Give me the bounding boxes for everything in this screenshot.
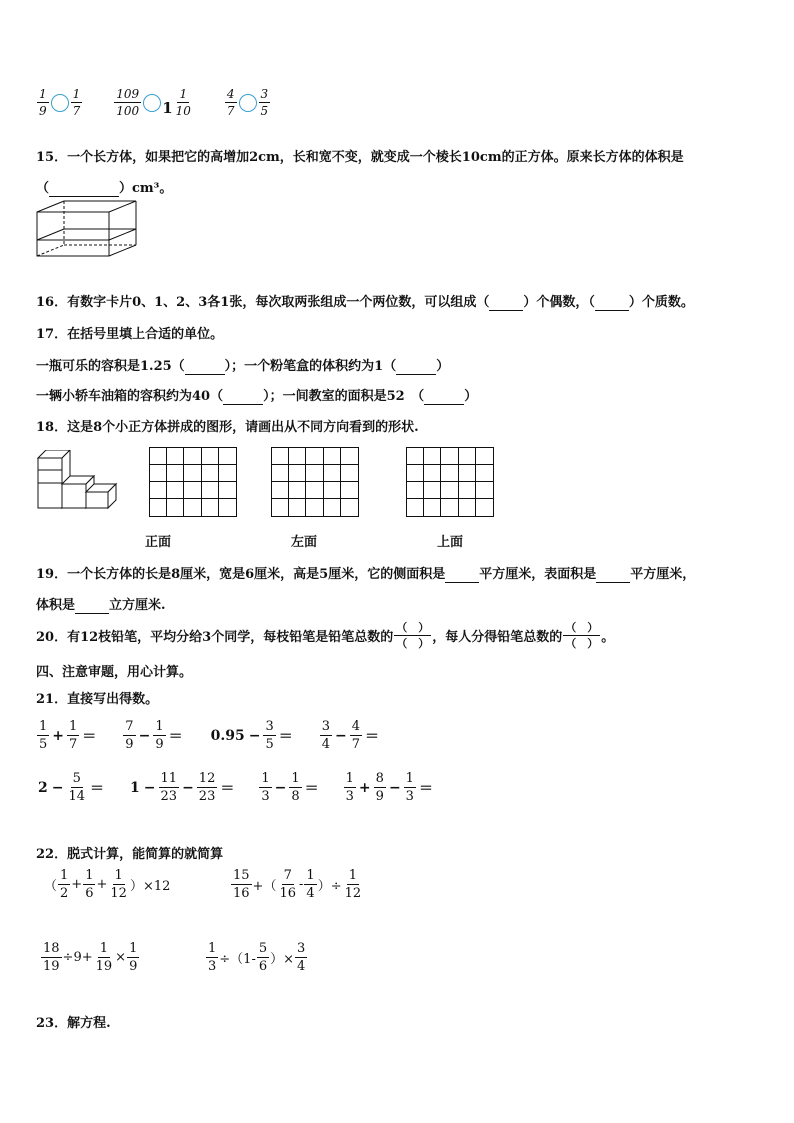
grid-cell[interactable] bbox=[324, 482, 341, 499]
fraction: $\frac{1}{6}$ bbox=[85, 868, 94, 901]
grid-cell[interactable] bbox=[202, 482, 219, 499]
grid-cell[interactable] bbox=[306, 499, 323, 516]
compare-item bbox=[36, 88, 83, 117]
grid-cell[interactable] bbox=[459, 499, 476, 516]
grid-cell[interactable] bbox=[219, 465, 236, 482]
answer-blank[interactable] bbox=[489, 295, 523, 311]
cuboid-figure bbox=[36, 200, 140, 258]
cube-stack-figure bbox=[36, 450, 118, 510]
question-17-line2: 一辆小轿车油箱的容积约为40（ ）；一间教室的面积是52 （ ） bbox=[36, 389, 478, 404]
fraction: $\frac{1}{3}$ bbox=[405, 771, 414, 804]
math-token: + bbox=[96, 877, 108, 892]
grid-cell[interactable] bbox=[289, 465, 306, 482]
math-token: + bbox=[358, 779, 371, 796]
calc-item bbox=[258, 772, 320, 803]
grid-cell[interactable] bbox=[424, 499, 441, 516]
fraction: $\frac{1}{3}$ bbox=[208, 941, 217, 974]
question-16: 16．有数字卡片0、1、2、3各1张，每次取两张组成一个两位数，可以组成（ ）个偶数，（ ）个质数。 bbox=[36, 295, 694, 310]
math-token: ＝ bbox=[220, 780, 235, 797]
grid-cell[interactable] bbox=[476, 465, 493, 482]
grid-cell[interactable] bbox=[219, 482, 236, 499]
grid-cell[interactable] bbox=[150, 482, 167, 499]
compare-row bbox=[36, 88, 271, 117]
fraction: $\frac{3}{5}$ bbox=[260, 87, 269, 118]
math-token: +（ bbox=[252, 879, 277, 894]
fraction: $\frac{1}{2}$ bbox=[60, 868, 69, 901]
fraction: $\frac{18}{19}$ bbox=[43, 941, 60, 974]
grid-cell[interactable] bbox=[150, 465, 167, 482]
compare-item bbox=[224, 88, 271, 117]
fraction: $\frac{109}{100}$ bbox=[116, 87, 140, 118]
grid-cell[interactable] bbox=[424, 448, 441, 465]
grid-left[interactable] bbox=[271, 447, 359, 517]
expression-4 bbox=[205, 942, 308, 973]
math-token: - bbox=[299, 877, 304, 892]
fraction: $\frac{1}{12}$ bbox=[110, 868, 127, 901]
question-20: 20．有12枝铅笔，平均分给3个同学，每枝铅笔是铅笔总数的 $\frac{( )}{( )}$ ，每人分得铅笔总数的 $\frac{( )}{( )}$ 。 bbox=[36, 621, 615, 650]
math-token: ÷（1- bbox=[219, 952, 256, 967]
question-21-title: 21．直接写出得数。 bbox=[36, 692, 159, 707]
expression-3 bbox=[40, 942, 140, 973]
fraction: $\frac{1}{10}$ bbox=[175, 87, 191, 118]
grid-cell[interactable] bbox=[184, 482, 201, 499]
fraction: $\frac{1}{8}$ bbox=[291, 771, 300, 804]
calc-item bbox=[209, 720, 295, 751]
math-token: ＝ bbox=[168, 728, 183, 745]
grid-cell[interactable] bbox=[341, 448, 358, 465]
fraction: $\frac{1}{5}$ bbox=[39, 719, 48, 752]
grid-cell[interactable] bbox=[219, 499, 236, 516]
expression-2 bbox=[230, 869, 364, 900]
grid-cell[interactable] bbox=[219, 448, 236, 465]
grid-cell[interactable] bbox=[341, 482, 358, 499]
grid-top[interactable] bbox=[406, 447, 494, 517]
grid-cell[interactable] bbox=[459, 465, 476, 482]
compare-circle[interactable] bbox=[143, 94, 161, 112]
calc-row-1 bbox=[36, 720, 381, 751]
fraction: $\frac{4}{7}$ bbox=[351, 719, 361, 752]
fraction: $\frac{1}{9}$ bbox=[155, 719, 164, 752]
stray-digit: 1 bbox=[162, 98, 173, 117]
question-17-title: 17．在括号里填上合适的单位。 bbox=[36, 327, 224, 342]
grid-cell[interactable] bbox=[167, 482, 184, 499]
math-token: + bbox=[71, 877, 83, 892]
fraction: $\frac{11}{23}$ bbox=[160, 771, 178, 804]
fraction: $\frac{1}{3}$ bbox=[345, 771, 354, 804]
grid-cell[interactable] bbox=[202, 499, 219, 516]
grid-cell[interactable] bbox=[272, 482, 289, 499]
grid-cell[interactable] bbox=[184, 448, 201, 465]
fraction: $\frac{3}{4}$ bbox=[321, 719, 330, 752]
compare-circle[interactable] bbox=[239, 94, 257, 112]
grid-cell[interactable] bbox=[289, 448, 306, 465]
question-15: 15．一个长方体，如果把它的高增加2cm，长和宽不变，就变成一个棱长10cm的正方体。原来长方体的体积是 bbox=[36, 150, 684, 165]
blank-fraction[interactable]: $\frac{( )}{( )}$ bbox=[396, 621, 430, 650]
fraction: $\frac{1}{19}$ bbox=[95, 941, 113, 974]
section-heading: 四、注意审题，用心计算。 bbox=[36, 665, 193, 680]
label-top: 上面 bbox=[437, 535, 464, 550]
grid-cell[interactable] bbox=[476, 448, 493, 465]
math-token: ÷9+ bbox=[62, 950, 93, 965]
grid-cell[interactable] bbox=[272, 499, 289, 516]
grid-cell[interactable] bbox=[441, 465, 458, 482]
grid-cell[interactable] bbox=[306, 448, 323, 465]
math-token: ＝ bbox=[278, 728, 293, 745]
grid-cell[interactable] bbox=[407, 448, 424, 465]
math-token: 0.95 bbox=[210, 727, 245, 744]
fraction: $\frac{12}{23}$ bbox=[198, 771, 216, 804]
calc-item bbox=[36, 772, 106, 803]
grid-cell[interactable] bbox=[150, 499, 167, 516]
grid-cell[interactable] bbox=[407, 465, 424, 482]
answer-blank[interactable] bbox=[424, 389, 464, 405]
blank-fraction[interactable]: $\frac{( )}{( )}$ bbox=[565, 621, 599, 650]
calc-item bbox=[122, 720, 184, 751]
grid-cell[interactable] bbox=[441, 448, 458, 465]
math-token: ）× bbox=[270, 952, 295, 967]
grid-cell[interactable] bbox=[289, 499, 306, 516]
math-token: − bbox=[335, 727, 347, 744]
grid-cell[interactable] bbox=[459, 482, 476, 499]
grid-cell[interactable] bbox=[167, 465, 184, 482]
math-token: + bbox=[52, 727, 65, 744]
answer-blank[interactable] bbox=[445, 567, 479, 583]
grid-front[interactable] bbox=[149, 447, 237, 517]
grid-cell[interactable] bbox=[324, 499, 341, 516]
compare-circle[interactable] bbox=[51, 94, 69, 112]
grid-cell[interactable] bbox=[306, 465, 323, 482]
math-token: − bbox=[138, 727, 151, 744]
fraction: $\frac{1}{7}$ bbox=[72, 87, 81, 118]
answer-blank[interactable] bbox=[223, 389, 263, 405]
math-token: × bbox=[115, 950, 127, 965]
calc-item bbox=[36, 720, 98, 751]
fraction: $\frac{1}{3}$ bbox=[261, 771, 270, 804]
fraction: $\frac{4}{7}$ bbox=[226, 87, 235, 118]
grid-cell[interactable] bbox=[306, 482, 323, 499]
fraction: $\frac{1}{9}$ bbox=[39, 87, 47, 118]
fraction: $\frac{3}{4}$ bbox=[297, 941, 306, 974]
math-token: − bbox=[143, 779, 156, 796]
math-token: ＝ bbox=[418, 780, 433, 797]
expression-1 bbox=[44, 869, 170, 900]
answer-blank[interactable] bbox=[596, 567, 630, 583]
math-token: ＝ bbox=[304, 780, 319, 797]
grid-cell[interactable] bbox=[324, 448, 341, 465]
answer-blank[interactable] bbox=[396, 359, 436, 375]
math-token: − bbox=[388, 779, 401, 796]
math-token: − bbox=[51, 779, 64, 796]
math-token: 1 bbox=[130, 779, 140, 796]
answer-blank[interactable] bbox=[595, 295, 629, 311]
grid-cell[interactable] bbox=[441, 482, 458, 499]
fraction: $\frac{8}{9}$ bbox=[375, 771, 384, 804]
fraction: $\frac{1}{9}$ bbox=[129, 941, 138, 974]
grid-cell[interactable] bbox=[341, 465, 358, 482]
grid-cell[interactable] bbox=[476, 499, 493, 516]
answer-blank[interactable] bbox=[75, 598, 109, 614]
fraction: $\frac{1}{12}$ bbox=[344, 868, 362, 901]
fraction: $\frac{1}{7}$ bbox=[69, 719, 78, 752]
grid-cell[interactable] bbox=[150, 448, 167, 465]
math-token: − bbox=[248, 727, 261, 744]
grid-cell[interactable] bbox=[184, 499, 201, 516]
fraction: $\frac{15}{16}$ bbox=[233, 868, 250, 901]
calc-row-2 bbox=[36, 772, 435, 803]
grid-cell[interactable] bbox=[324, 465, 341, 482]
math-token: − bbox=[274, 779, 287, 796]
grid-cell[interactable] bbox=[341, 499, 358, 516]
compare-item bbox=[113, 88, 194, 117]
grid-cell[interactable] bbox=[202, 448, 219, 465]
question-23: 23．解方程. bbox=[36, 1016, 111, 1031]
question-17-line1: 一瓶可乐的容积是1.25（ ）；一个粉笔盒的体积约为1（ ） bbox=[36, 359, 450, 374]
fraction: $\frac{7}{9}$ bbox=[125, 719, 134, 752]
question-22-title: 22．脱式计算，能简算的就简算 bbox=[36, 847, 224, 862]
question-18-title: 18．这是8个小正方体拼成的图形，请画出从不同方向看到的形状. bbox=[36, 420, 419, 435]
grid-cell[interactable] bbox=[441, 499, 458, 516]
grid-cell[interactable] bbox=[424, 482, 441, 499]
grid-cell[interactable] bbox=[407, 499, 424, 516]
grid-cell[interactable] bbox=[407, 482, 424, 499]
label-left: 左面 bbox=[291, 535, 318, 550]
fraction: $\frac{5}{14}$ bbox=[68, 771, 86, 804]
math-token: − bbox=[182, 779, 194, 796]
fraction: $\frac{5}{6}$ bbox=[258, 941, 268, 974]
question-15-answer: （ ）cm³。 bbox=[36, 181, 173, 196]
answer-blank[interactable] bbox=[49, 181, 119, 197]
fraction: $\frac{3}{5}$ bbox=[265, 719, 274, 752]
calc-item bbox=[128, 772, 236, 803]
grid-cell[interactable] bbox=[272, 465, 289, 482]
grid-cell[interactable] bbox=[167, 499, 184, 516]
grid-cell[interactable] bbox=[459, 448, 476, 465]
math-token: （ bbox=[44, 879, 58, 894]
math-token: ＝ bbox=[82, 728, 97, 745]
grid-cell[interactable] bbox=[289, 482, 306, 499]
grid-cell[interactable] bbox=[202, 465, 219, 482]
question-19-line1: 19．一个长方体的长是8厘米，宽是6厘米，高是5厘米，它的侧面积是 平方厘米，表面积是 平方厘米， bbox=[36, 567, 696, 582]
fraction: $\frac{1}{4}$ bbox=[306, 868, 315, 901]
grid-cell[interactable] bbox=[167, 448, 184, 465]
math-token: ＝ bbox=[90, 780, 105, 797]
grid-cell[interactable] bbox=[184, 465, 201, 482]
math-token: ）×12 bbox=[129, 879, 171, 894]
grid-cell[interactable] bbox=[476, 482, 493, 499]
answer-blank[interactable] bbox=[185, 359, 225, 375]
question-19-line2: 体积是 立方厘米. bbox=[36, 598, 166, 613]
grid-cell[interactable] bbox=[272, 448, 289, 465]
math-token: ＝ bbox=[365, 728, 380, 745]
math-token: 2 bbox=[38, 779, 48, 796]
math-token: ）÷ bbox=[317, 879, 342, 894]
fraction: $\frac{7}{16}$ bbox=[279, 868, 296, 901]
calc-item bbox=[319, 720, 381, 751]
calc-item bbox=[343, 772, 435, 803]
grid-cell[interactable] bbox=[424, 465, 441, 482]
label-front: 正面 bbox=[145, 535, 172, 550]
